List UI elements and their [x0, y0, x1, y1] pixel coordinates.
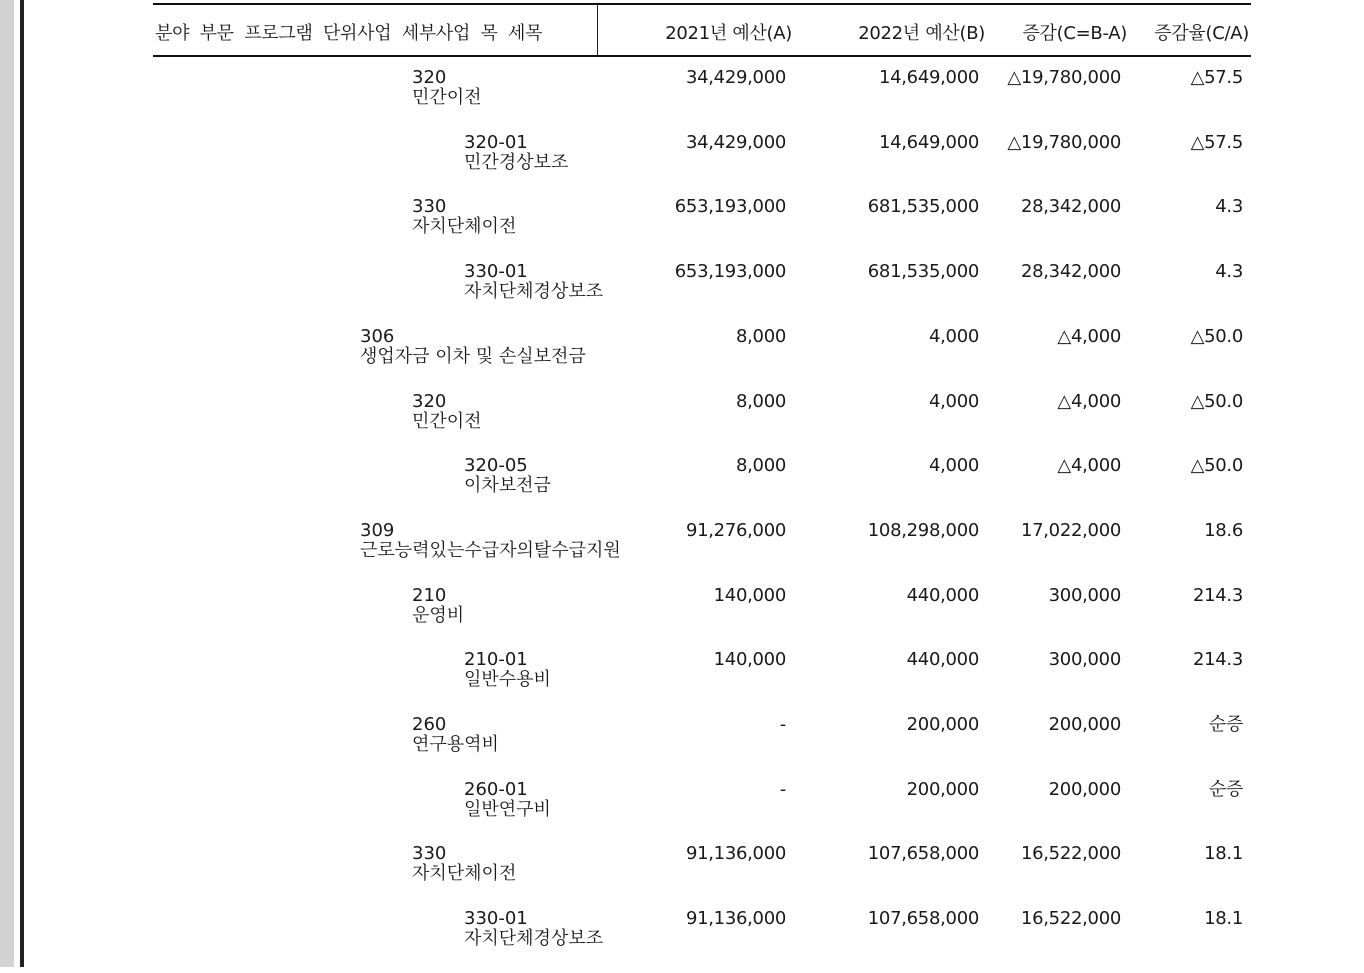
- left-margin-bar: [0, 0, 14, 967]
- cell-change: △19,780,000: [1007, 132, 1121, 153]
- left-page-border: [20, 0, 24, 967]
- header-budget-2022: 2022년 예산(B): [858, 23, 985, 44]
- row-name: 자치단체이전: [412, 863, 517, 884]
- cell-budget-2021: 140,000: [713, 649, 786, 670]
- row-code: 320: [412, 67, 447, 88]
- cell-change: 200,000: [1048, 714, 1121, 735]
- table-row: [153, 586, 1251, 650]
- cell-change-rate: 214.3: [1192, 585, 1243, 606]
- cell-budget-2022: 4,000: [928, 455, 979, 476]
- row-name: 자치단체이전: [412, 216, 517, 237]
- cell-budget-2021: 653,193,000: [674, 261, 786, 282]
- cell-budget-2021: 8,000: [735, 326, 786, 347]
- table-header: [153, 3, 1251, 57]
- cell-budget-2021: 8,000: [735, 391, 786, 412]
- table-row: [153, 521, 1251, 585]
- header-change-rate: 증감율(C/A): [1154, 23, 1249, 44]
- cell-change-rate: 순증: [1208, 714, 1243, 735]
- cell-change: 300,000: [1048, 585, 1121, 606]
- cell-budget-2021: 140,000: [713, 585, 786, 606]
- row-name: 민간이전: [412, 411, 482, 432]
- row-code: 260: [412, 714, 447, 735]
- cell-budget-2021: 34,429,000: [685, 67, 786, 88]
- row-code: 320: [412, 391, 447, 412]
- table-row: [153, 456, 1251, 520]
- header-category: 분야 부문 프로그램 단위사업 세부사업 목 세목: [155, 23, 543, 44]
- cell-change: △4,000: [1057, 326, 1121, 347]
- cell-budget-2022: 440,000: [906, 585, 979, 606]
- cell-change-rate: 순증: [1208, 779, 1243, 800]
- table-row: [153, 133, 1251, 197]
- row-code: 320-05: [464, 455, 528, 476]
- table-row: [153, 68, 1251, 132]
- cell-budget-2022: 14,649,000: [878, 67, 979, 88]
- cell-budget-2021: 91,136,000: [685, 908, 786, 929]
- cell-change: △19,780,000: [1007, 67, 1121, 88]
- row-name: 자치단체경상보조: [464, 928, 604, 949]
- cell-budget-2022: 681,535,000: [867, 261, 979, 282]
- cell-change-rate: 18.6: [1204, 520, 1243, 541]
- cell-budget-2021: 91,276,000: [685, 520, 786, 541]
- row-name: 이차보전금: [464, 475, 551, 496]
- table-row: [153, 392, 1251, 456]
- row-name: 생업자금 이차 및 손실보전금: [360, 346, 586, 367]
- cell-budget-2022: 4,000: [928, 326, 979, 347]
- cell-change-rate: 4.3: [1215, 196, 1243, 217]
- row-name: 일반연구비: [464, 799, 551, 820]
- row-code: 330: [412, 843, 447, 864]
- cell-change-rate: △57.5: [1190, 67, 1243, 88]
- cell-change: 28,342,000: [1020, 196, 1121, 217]
- cell-change: 300,000: [1048, 649, 1121, 670]
- cell-budget-2021: 34,429,000: [685, 132, 786, 153]
- cell-budget-2022: 108,298,000: [867, 520, 979, 541]
- cell-budget-2022: 14,649,000: [878, 132, 979, 153]
- cell-change-rate: 214.3: [1192, 649, 1243, 670]
- row-name: 일반수용비: [464, 669, 551, 690]
- cell-budget-2021: -: [779, 779, 786, 800]
- table-row: [153, 197, 1251, 261]
- cell-change-rate: 4.3: [1215, 261, 1243, 282]
- cell-change: 16,522,000: [1020, 908, 1121, 929]
- cell-change-rate: △50.0: [1190, 326, 1243, 347]
- row-code: 330: [412, 196, 447, 217]
- cell-budget-2021: -: [779, 714, 786, 735]
- cell-budget-2021: 8,000: [735, 455, 786, 476]
- row-name: 민간경상보조: [464, 152, 569, 173]
- cell-budget-2021: 653,193,000: [674, 196, 786, 217]
- cell-change-rate: 18.1: [1204, 843, 1243, 864]
- table-row: [153, 909, 1251, 973]
- header-divider: [597, 5, 598, 55]
- table-row: [153, 262, 1251, 326]
- cell-change-rate: △50.0: [1190, 455, 1243, 476]
- table-row: [153, 715, 1251, 779]
- row-name: 자치단체경상보조: [464, 281, 604, 302]
- cell-budget-2021: 91,136,000: [685, 843, 786, 864]
- cell-budget-2022: 440,000: [906, 649, 979, 670]
- cell-change: 16,522,000: [1020, 843, 1121, 864]
- row-code: 330-01: [464, 261, 528, 282]
- row-name: 연구용역비: [412, 734, 499, 755]
- cell-change: △4,000: [1057, 391, 1121, 412]
- cell-change-rate: △57.5: [1190, 132, 1243, 153]
- cell-budget-2022: 4,000: [928, 391, 979, 412]
- cell-budget-2022: 681,535,000: [867, 196, 979, 217]
- row-code: 260-01: [464, 779, 528, 800]
- budget-table: [153, 3, 1251, 949]
- row-name: 민간이전: [412, 87, 482, 108]
- cell-change: 17,022,000: [1020, 520, 1121, 541]
- cell-budget-2022: 200,000: [906, 779, 979, 800]
- row-code: 309: [360, 520, 395, 541]
- row-code: 306: [360, 326, 395, 347]
- header-budget-2021: 2021년 예산(A): [665, 23, 792, 44]
- cell-change: △4,000: [1057, 455, 1121, 476]
- row-code: 210: [412, 585, 447, 606]
- cell-change: 200,000: [1048, 779, 1121, 800]
- table-row: [153, 327, 1251, 391]
- cell-budget-2022: 107,658,000: [867, 843, 979, 864]
- cell-change: 28,342,000: [1020, 261, 1121, 282]
- header-change: 증감(C=B-A): [1022, 23, 1127, 44]
- table-row: [153, 780, 1251, 844]
- row-code: 210-01: [464, 649, 528, 670]
- cell-change-rate: 18.1: [1204, 908, 1243, 929]
- row-code: 330-01: [464, 908, 528, 929]
- row-name: 운영비: [412, 605, 465, 626]
- row-code: 320-01: [464, 132, 528, 153]
- table-row: [153, 650, 1251, 714]
- row-name: 근로능력있는수급자의탈수급지원: [360, 540, 621, 561]
- table-row: [153, 844, 1251, 908]
- cell-budget-2022: 200,000: [906, 714, 979, 735]
- cell-change-rate: △50.0: [1190, 391, 1243, 412]
- cell-budget-2022: 107,658,000: [867, 908, 979, 929]
